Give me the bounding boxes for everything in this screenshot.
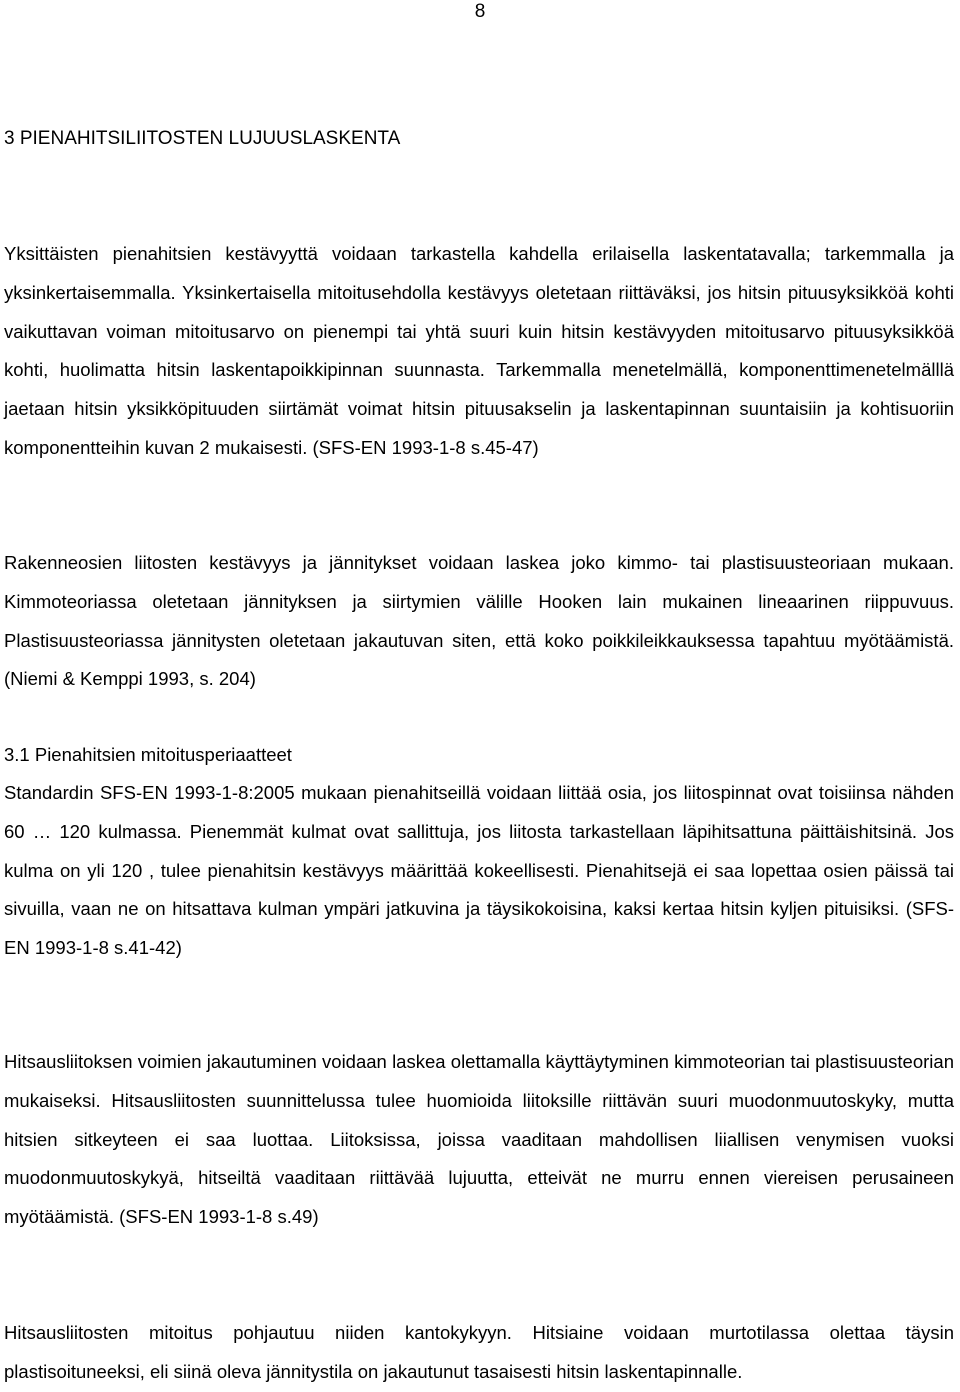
paragraph-force-distribution: Hitsausliitoksen voimien jakautuminen voidaan laskea olettamalla käyttäytyminen kimmoteorian tai plastisuusteorian mukaiseksi. Hitsausliitosten suunnittelussa tulee huomioida liitoksille riittävän suuri muodonmuutoskyky, mutta hitsien sitkeyteen ei saa luottaa. Liitoksissa, joissa vaaditaan mahdollisen liiallisen venymisen vuoksi muodonmuutoskykyä, hitseiltä vaaditaan riittävää lujuutta, etteivät ne murru ennen viereisen perusaineen myötäämistä. (SFS-EN 1993-1-8 s.49) (4, 1051, 954, 1228)
paragraph-weld-calculation-methods: Yksittäisten pienahitsien kestävyyttä voidaan tarkastella kahdella erilaisella laskentatavalla; tarkemmalla ja yksinkertaisemmalla. Yksinkertaisella mitoitusehdolla kestävyys oletetaan riittäväksi, jos hitsin pituusyksikköä kohti vaikuttavan voiman mitoitusarvo on pienempi tai yhtä suuri kuin hitsin kestävyyden mitoitusarvo pituusyksikköä kohti, huolimatta hitsin laskentapoikkipinnan suunnasta. Tarkemmalla menetelmällä, komponenttimenetelmälllä jaetaan hitsin yksikköpituuden siirtämät voimat hitsin pituusakselin ja laskentapinnan suuntaisiin ja kohtisuoriin komponentteihin kuvan 2 mukaisesti. (SFS-EN 1993-1-8 s.45-47) (4, 243, 954, 458)
section-heading: 3 PIENAHITSILIITOSTEN LUJUUSLASKENTA (4, 128, 401, 149)
paragraph-load-capacity: Hitsausliitosten mitoitus pohjautuu niiden kantokykyyn. Hitsiaine voidaan murtotilassa olettaa täysin plastisoituneeksi, eli siinä oleva jännitystila on jakautunut tasaisesti hitsin laskentapinnalle. (4, 1322, 954, 1382)
subsection-heading: 3.1 Pienahitsien mitoitusperiaatteet (4, 744, 292, 765)
page-number: 8 (474, 1, 486, 22)
paragraph-elastic-plastic-theory: Rakenneosien liitosten kestävyys ja jännitykset voidaan laskea joko kimmo- tai plastisuusteoriaan mukaan. Kimmoteoriassa oletetaan jännityksen ja siirtymien välille Hooken lain mukainen lineaarinen riippuvuus. Plastisuusteoriassa jännitysten oletetaan jakautuvan siten, että koko poikkileikkauksessa tapahtuu myötäämistä. (Niemi & Kemppi 1993, s. 204) (4, 552, 954, 690)
paragraph-fillet-weld-standard: Standardin SFS-EN 1993-1-8:2005 mukaan pienahitseillä voidaan liittää osia, jos liitospinnat ovat toisiinsa nähden 60 … 120 kulmassa. Pienemmät kulmat ovat sallittuja, jos liitosta tarkastellaan läpihitsattuna päittäishitsinä. Jos kulma on yli 120 , tulee pienahitsin kestävyys määrittää kokeellisesti. Pienahitsejä ei saa lopettaa osien päissä tai sivuilla, vaan ne on hitsattava kulman ympäri jatkuvina ja täysikokoisina, kaksi kertaa hitsin kyljen pituisiksi. (SFS-EN 1993-1-8 s.41-42) (4, 782, 954, 959)
